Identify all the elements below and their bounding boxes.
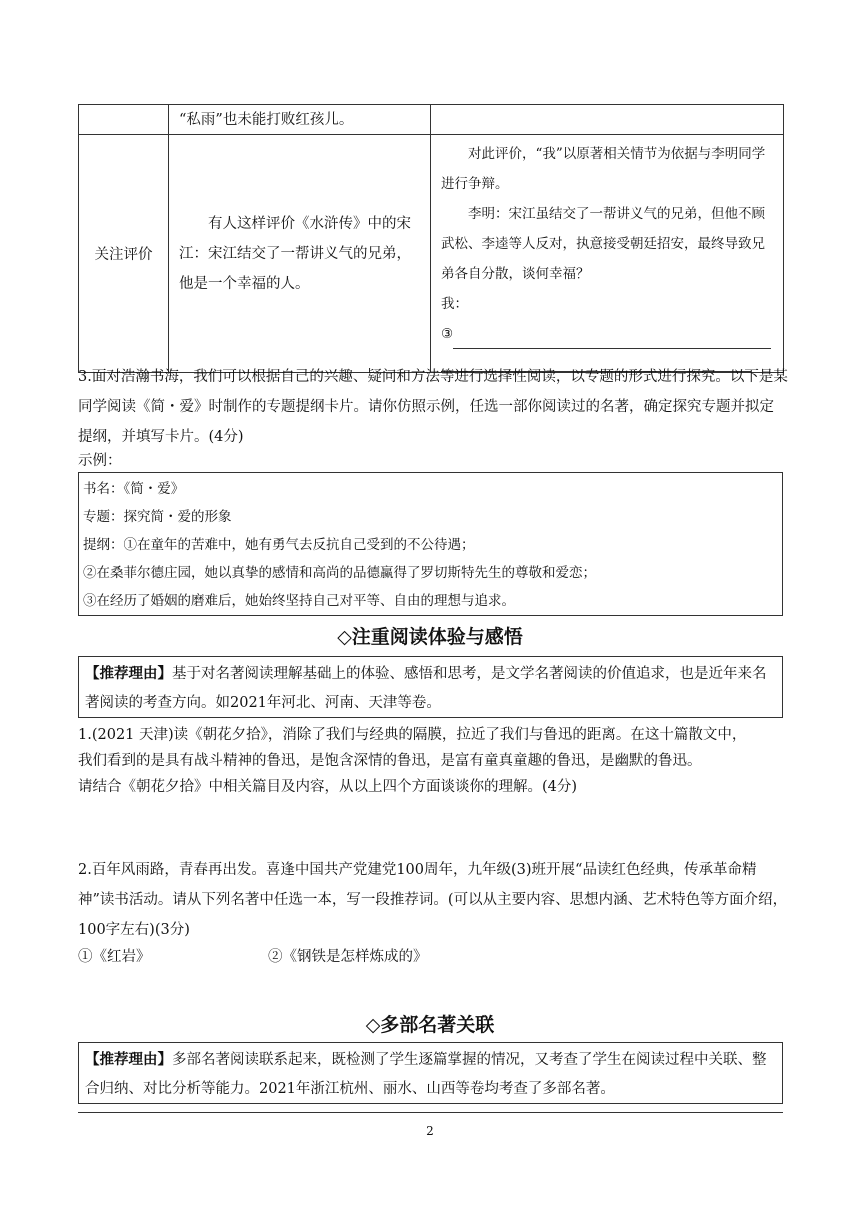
card-line: 书名：《简・爱》 [83,481,185,497]
recommend-label: 【推荐理由】 [85,665,172,682]
table-cell [431,135,784,373]
comparison-table [78,104,784,373]
cell-text: 李明：宋江虽结交了一帮讲义气的兄弟，但他不顾武松、李逵等人反对，执意接受朝廷招安，最终导致兄弟各自分散，谈何幸福？ [441,206,765,282]
card-line: 专题：探究简・爱的形象 [83,509,232,525]
table-cell [169,105,431,135]
cell-text: 我： [441,296,468,312]
page-number: 2 [426,1124,434,1138]
example-card [78,472,783,616]
table-cell [169,135,431,373]
recommend-box [78,1042,783,1104]
row-label: 关注评价 [94,247,153,263]
question-1-line: 我们看到的是具有战斗精神的鲁迅，是饱含深情的鲁迅，是富有童真童趣的鲁迅，是幽默的鲁迅。 [78,753,702,769]
card-line: ②在桑菲尔德庄园，她以真挚的感情和高尚的品德赢得了罗切斯特先生的尊敬和爱恋； [83,565,596,581]
example-label: 示例： [78,453,122,469]
table-cell [431,105,784,135]
cell-text: “私雨”也未能打败红孩儿。 [179,111,354,128]
recommend-text: 多部名著阅读联系起来，既检测了学生逐篇掌握的情况，又考查了学生在阅读过程中关联、整合归纳、对比分析等能力。2021年浙江杭州、丽水、山西等卷均考查了多部名著。 [85,1052,767,1097]
option-1: ①《红岩》 [78,949,151,965]
card-line: ③在经历了婚姻的磨难后，她始终坚持自己对平等、自由的理想与追求。 [83,593,515,609]
question-1-line: 1.(2021 天津)读《朝花夕拾》，消除了我们与经典的隔膜，拉近了我们与鲁迅的距离。在这十篇散文中， [78,727,747,743]
blank-marker: ③ [441,326,454,342]
cell-text: 有人这样评价《水浒传》中的宋江：宋江结交了一帮讲义气的兄弟，他是一个幸福的人。 [179,215,411,292]
cell-text: 对此评价，“我”以原著相关情节为依据与李明同学进行争辩。 [441,146,766,192]
card-line: 提纲：①在童年的苦难中，她有勇气去反抗自己受到的不公待遇； [83,537,475,553]
table-cell [79,105,169,135]
answer-blank[interactable] [453,326,771,349]
recommend-label: 【推荐理由】 [85,1051,172,1068]
option-2: ②《钢铁是怎样炼成的》 [268,949,428,965]
footer-divider [78,1112,783,1113]
section-title: ◇多部名著关联 [365,1014,495,1036]
question-2: 2.百年风雨路，青春再出发。喜逢中国共产党建党100周年，九年级(3)班开展“品读红色经典，传承革命精神”读书活动。请从下列名著中任选一本，写一段推荐词。(可以从主要内容、思想内涵、艺术特色等方面介绍，100字左右)(3分) [78,862,788,938]
section-title: ◇注重阅读体验与感悟 [337,626,523,648]
recommend-text: 基于对名著阅读理解基础上的体验、感悟和思考，是文学名著阅读的价值追求，也是近年来名著阅读的考查方向。如2021年河北、河南、天津等卷。 [85,666,767,711]
question-1-line: 请结合《朝花夕拾》中相关篇目及内容，从以上四个方面谈谈你的理解。(4分) [78,779,578,795]
recommend-box [78,656,783,718]
row-label-cell [79,135,169,373]
question-3: 3.面对浩瀚书海，我们可以根据自己的兴趣、疑问和方法等进行选择性阅读，以专题的形式进行探究。以下是某同学阅读《简・爱》时制作的专题提纲卡片。请你仿照示例，任选一部你阅读过的名著，确定探究专题并拟定提纲，并填写卡片。(4分) [78,369,788,445]
